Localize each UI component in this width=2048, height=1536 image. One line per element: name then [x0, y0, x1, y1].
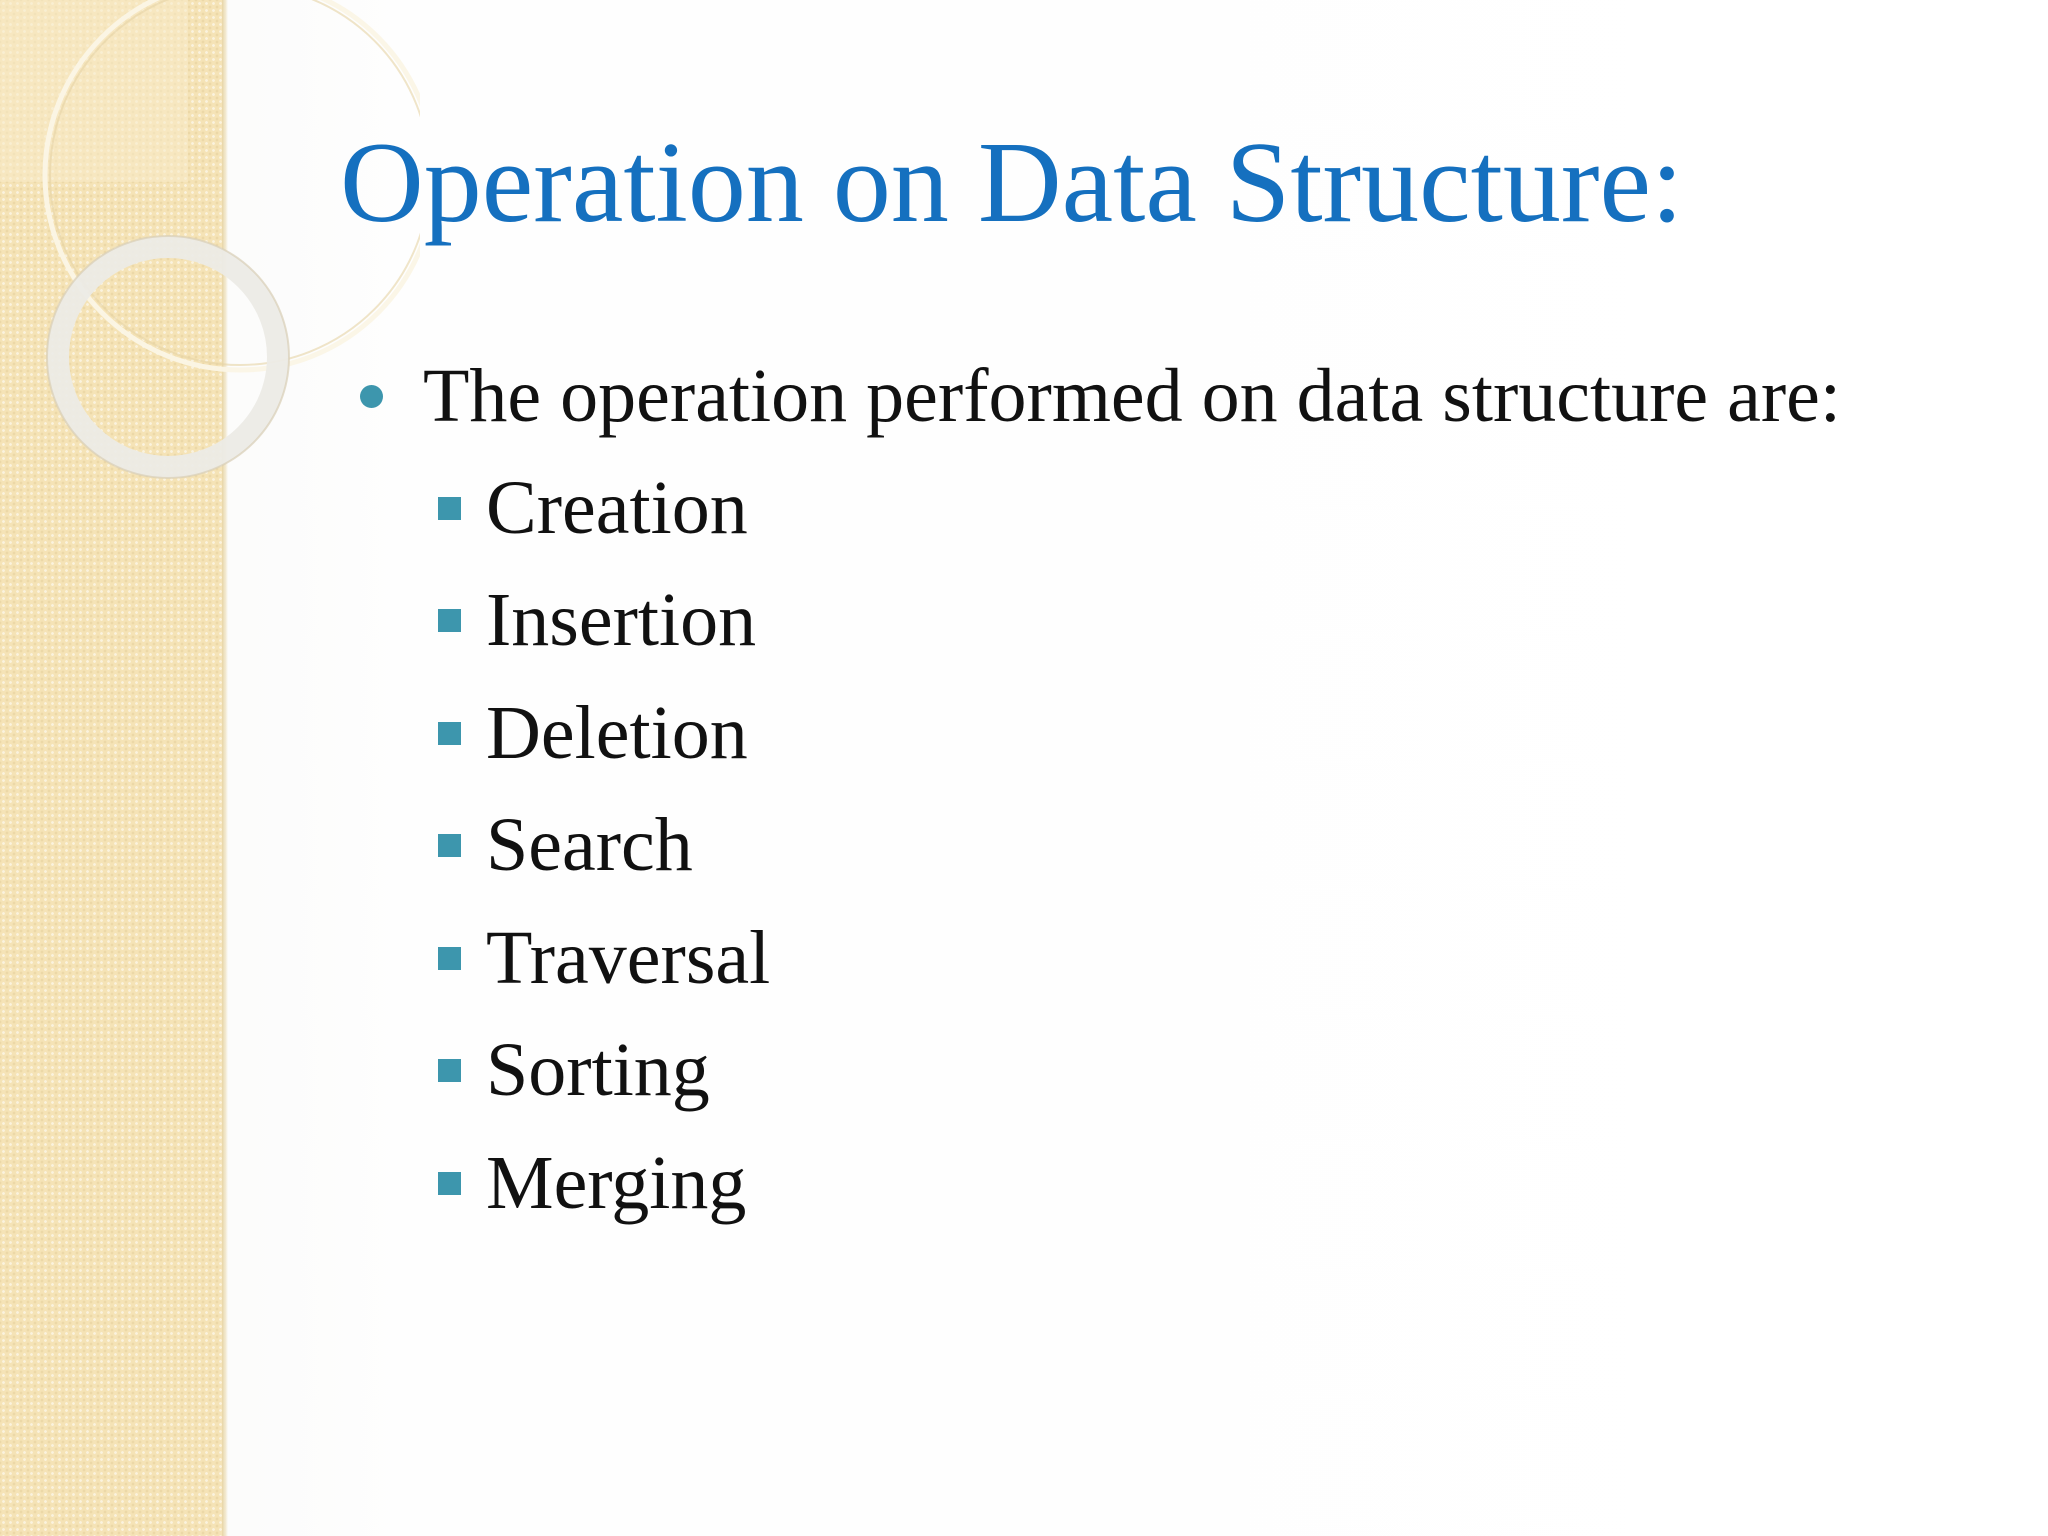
list-item-text: Traversal [486, 915, 771, 1000]
square-bullet-icon [438, 722, 461, 745]
slide-content [360, 340, 2000, 1240]
list-item [438, 677, 2000, 790]
square-bullet-icon [438, 609, 461, 632]
list-item-text: Merging [486, 1140, 747, 1225]
list-item [438, 1127, 2000, 1240]
bullet-dot-icon [360, 385, 383, 408]
corner-panel [0, 0, 188, 182]
bullet-text: The operation performed on data structure are: [423, 353, 1842, 438]
list-item [438, 565, 2000, 678]
list-item [438, 790, 2000, 903]
square-bullet-icon [438, 1172, 461, 1195]
list-item-text: Insertion [486, 578, 757, 663]
operation-list [360, 452, 2000, 1240]
list-item-text: Search [486, 803, 693, 888]
square-bullet-icon [438, 834, 461, 857]
decorative-circles [0, 0, 420, 520]
list-item-text: Creation [486, 465, 748, 550]
square-bullet-icon [438, 1059, 461, 1082]
square-bullet-icon [438, 947, 461, 970]
square-bullet-icon [438, 497, 461, 520]
list-item [438, 452, 2000, 565]
list-item-text: Sorting [486, 1028, 710, 1113]
bullet-item [360, 340, 2000, 452]
slide-title: Operation on Data Structure: [340, 119, 1684, 247]
list-item [438, 1015, 2000, 1128]
list-item [438, 902, 2000, 1015]
list-item-text: Deletion [486, 690, 748, 775]
